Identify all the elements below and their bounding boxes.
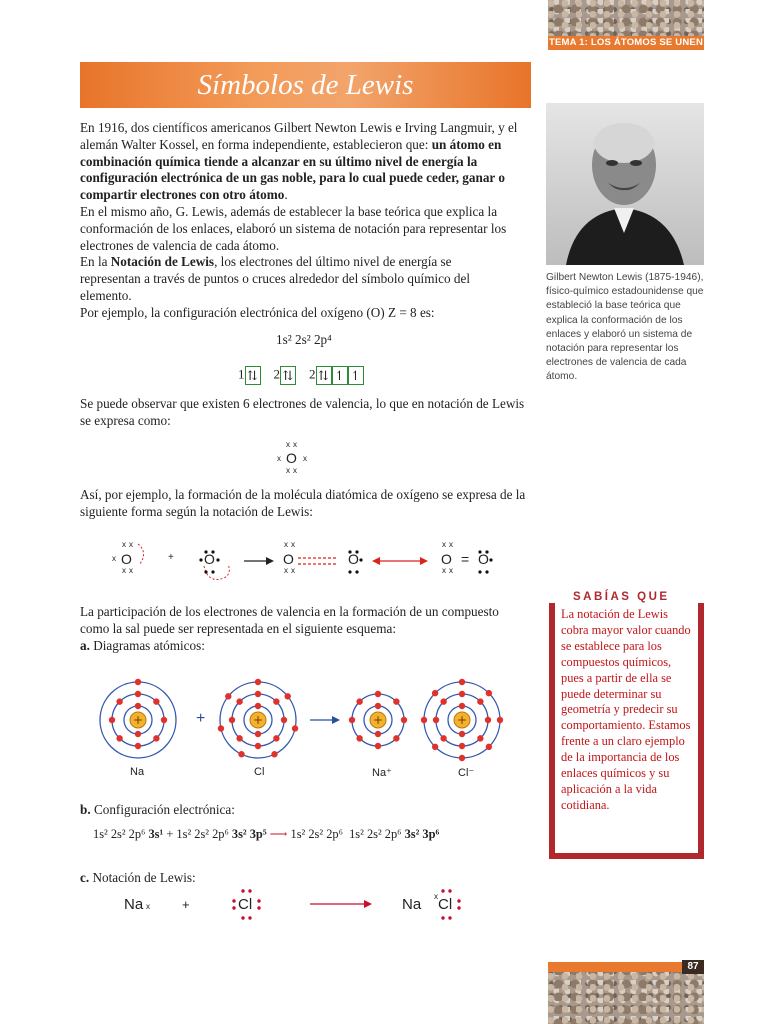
level-1-label: 1 bbox=[238, 366, 245, 382]
chloride-ion bbox=[421, 679, 503, 761]
intro-p3: En la Notación de Lewis, los electrones del último nivel de energía se representan a través de puntos o cruces alrededor del símbolo químico del elemento. bbox=[80, 254, 470, 303]
svg-text:+: + bbox=[372, 713, 384, 727]
orbital-diagram bbox=[238, 366, 364, 385]
part-b-heading: b. Configuración electrónica: bbox=[80, 802, 235, 817]
sabias-title: SABÍAS QUE bbox=[569, 591, 674, 603]
oxygen-config: 1s² 2s² 2p⁴ bbox=[276, 332, 332, 347]
atom-label-na-ion: Na⁺ bbox=[372, 767, 392, 779]
chlorine-atom bbox=[218, 679, 298, 758]
arrow-icon bbox=[310, 716, 340, 724]
diatomic-reaction: x x x O x x + O x x O x x O x x O x x = O bbox=[100, 538, 520, 588]
svg-text:+: + bbox=[132, 713, 144, 727]
sodium-atom bbox=[100, 679, 176, 758]
intro-p2: En el mismo año, G. Lewis, además de establecer la base teórica que explica la conformación de los enlaces, elaboró un sistema de notación para representar los electrones de valencia de cada átomo. bbox=[80, 203, 507, 253]
lewis-nacl: Na x + Cl Na x Cl bbox=[120, 886, 480, 926]
orbital-box: ⇅ bbox=[245, 366, 261, 385]
level-2s-label: 2 bbox=[273, 366, 280, 382]
config-arrow: ⟶ bbox=[269, 827, 288, 841]
portrait-photo bbox=[546, 103, 704, 265]
lewis-oxygen-symbol: x x x O x x x bbox=[277, 440, 307, 475]
atom-label-cl: Cl bbox=[254, 766, 265, 778]
title-banner bbox=[80, 62, 531, 108]
atom-plus: + bbox=[196, 710, 206, 727]
salt-text bbox=[80, 604, 520, 654]
header-texture bbox=[548, 0, 704, 36]
sabias-box bbox=[549, 591, 704, 859]
intro-p1: En 1916, dos científicos americanos Gilbert Newton Lewis e Irving Langmuir, y el alemán Walter Kossel, en forma independiente, establecieron que: un átomo en combinación química tiende a alcanzar en su último nivel de energía la configuración electrónica de un gas noble, para lo cual puede ceder, ganar o compartir electrones con otro átomo. bbox=[80, 120, 518, 203]
atomic-diagrams bbox=[96, 676, 526, 782]
sabias-text: La notación de Lewis cobra mayor valor cuando se establece para los compuestos químicos, pues a partir de ella se puede determinar su geometría y predecir su comportamiento. Estamos frente a un claro ejemplo de la importancia de los enlaces químicos y su aplicación a la vida cotidiana. bbox=[561, 607, 691, 812]
part-a-heading: a. Diagramas atómicos: bbox=[80, 637, 205, 653]
orbital-box: ↿ bbox=[348, 366, 364, 385]
orbital-box: ⇅ bbox=[316, 366, 332, 385]
tema-label: TEMA 1: LOS ÁTOMOS SE UNEN bbox=[548, 37, 704, 48]
intro-p4: Por ejemplo, la configuración electrónica del oxígeno (O) Z = 8 es: bbox=[80, 304, 435, 320]
intro-text bbox=[80, 120, 532, 322]
footer-bar bbox=[548, 962, 704, 972]
svg-text:+: + bbox=[252, 713, 264, 727]
orbital-box: ⇅ bbox=[280, 366, 296, 385]
orbital-box: ↿ bbox=[332, 366, 348, 385]
page-number: 87 bbox=[682, 960, 704, 974]
config-b-row: 1s² 2s² 2p⁶ 3s¹ + 1s² 2s² 2p⁶ 3s² 3p⁵ ⟶ 1s² 2s² 2p⁶ 1s² 2s² 2p⁶ 3s² 3p⁶ bbox=[93, 827, 440, 841]
atom-label-cl-ion: Cl⁻ bbox=[458, 767, 475, 779]
portrait-caption: Gilbert Newton Lewis (1875-1946), físico-químico estadounidense que estableció la base teórica que explica la conformación de los enlaces y elaboró un sistema de notación para representar los electrones de valencia de cada átomo. bbox=[546, 272, 704, 383]
page-title: Símbolos de Lewis bbox=[197, 69, 414, 101]
atom-label-na: Na bbox=[130, 766, 145, 778]
diatomic-text: Así, por ejemplo, la formación de la molécula diatómica de oxígeno se expresa de la siguiente forma según la notación de Lewis: bbox=[80, 487, 526, 519]
level-2p-label: 2 bbox=[309, 366, 316, 382]
svg-text:+: + bbox=[456, 713, 468, 727]
salt-paragraph: La participación de los electrones de valencia en la formación de un compuesto como la sal puede ser representada en el siguiente esquema: bbox=[80, 604, 499, 636]
sodium-ion bbox=[349, 691, 407, 749]
valence-text: Se puede observar que existen 6 electrones de valencia, lo que en notación de Lewis se expresa como: bbox=[80, 396, 525, 428]
part-c-heading: c. Notación de Lewis: bbox=[80, 870, 196, 885]
